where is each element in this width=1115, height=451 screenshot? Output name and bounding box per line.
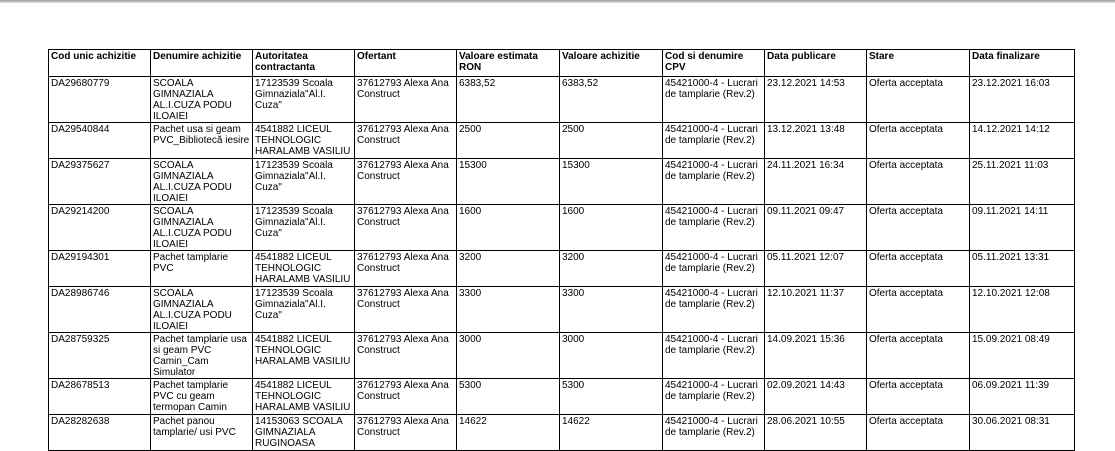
table-body: [49, 77, 1075, 451]
cod-unic-cell: DA28282638: [49, 415, 151, 451]
ofertant-cell: 37612793 Alexa Ana Construct: [355, 379, 457, 415]
cod-unic-cell: DA29540844: [49, 123, 151, 159]
valoare-estimata-cell: 6383,52: [457, 77, 560, 123]
autoritate-cell: 17123539 Scoala Gimnaziala"Al.I. Cuza": [253, 287, 355, 333]
cpv-cell: 45421000-4 - Lucrari de tamplarie (Rev.2): [663, 159, 765, 205]
cpv-cell: 45421000-4 - Lucrari de tamplarie (Rev.2): [663, 123, 765, 159]
autoritate-cell: 4541882 LICEUL TEHNOLOGIC HARALAMB VASILIU: [253, 333, 355, 379]
stare-cell: Oferta acceptata: [867, 379, 970, 415]
table-row: [49, 287, 1075, 333]
data-finalizare-cell: 06.09.2021 11:39: [970, 379, 1075, 415]
table-row: [49, 205, 1075, 251]
valoare-estimata-cell: 15300: [457, 159, 560, 205]
data-publicare-cell: 23.12.2021 14:53: [765, 77, 867, 123]
data-publicare-cell: 09.11.2021 09:47: [765, 205, 867, 251]
valoare-achizitie-cell: 3200: [560, 251, 663, 287]
data-finalizare-cell: 30.06.2021 08:31: [970, 415, 1075, 451]
stare-cell: Oferta acceptata: [867, 287, 970, 333]
ofertant-cell: 37612793 Alexa Ana Construct: [355, 123, 457, 159]
table-row: [49, 333, 1075, 379]
header-col-autoritate: Autoritatea contractanta: [253, 50, 355, 77]
stare-cell: Oferta acceptata: [867, 123, 970, 159]
header-col-data-finalizare: Data finalizare: [970, 50, 1075, 77]
denumire-cell: Pachet usa si geam PVC_Bibliotecă iesire: [151, 123, 253, 159]
valoare-achizitie-cell: 6383,52: [560, 77, 663, 123]
valoare-estimata-cell: 2500: [457, 123, 560, 159]
valoare-estimata-cell: 3200: [457, 251, 560, 287]
cpv-cell: 45421000-4 - Lucrari de tamplarie (Rev.2): [663, 205, 765, 251]
denumire-cell: SCOALA GIMNAZIALA AL.I.CUZA PODU ILOAIEI: [151, 287, 253, 333]
stare-cell: Oferta acceptata: [867, 77, 970, 123]
denumire-cell: SCOALA GIMNAZIALA AL.I.CUZA PODU ILOAIEI: [151, 77, 253, 123]
cod-unic-cell: DA29214200: [49, 205, 151, 251]
cpv-cell: 45421000-4 - Lucrari de tamplarie (Rev.2): [663, 77, 765, 123]
cod-unic-cell: DA28678513: [49, 379, 151, 415]
valoare-estimata-cell: 14622: [457, 415, 560, 451]
data-publicare-cell: 02.09.2021 14:43: [765, 379, 867, 415]
cpv-cell: 45421000-4 - Lucrari de tamplarie (Rev.2): [663, 333, 765, 379]
data-finalizare-cell: 15.09.2021 08:49: [970, 333, 1075, 379]
table-row: [49, 159, 1075, 205]
cod-unic-cell: DA29194301: [49, 251, 151, 287]
header-col-valoare-estimata: Valoare estimata RON: [457, 50, 560, 77]
data-publicare-cell: 14.09.2021 15:36: [765, 333, 867, 379]
stare-cell: Oferta acceptata: [867, 251, 970, 287]
valoare-achizitie-cell: 14622: [560, 415, 663, 451]
data-publicare-cell: 05.11.2021 12:07: [765, 251, 867, 287]
ofertant-cell: 37612793 Alexa Ana Construct: [355, 415, 457, 451]
header-col-data-publicare: Data publicare: [765, 50, 867, 77]
table-row: [49, 379, 1075, 415]
page-top-edge: [0, 0, 1115, 3]
ofertant-cell: 37612793 Alexa Ana Construct: [355, 77, 457, 123]
valoare-achizitie-cell: 3000: [560, 333, 663, 379]
cpv-cell: 45421000-4 - Lucrari de tamplarie (Rev.2): [663, 251, 765, 287]
table-row: [49, 77, 1075, 123]
stare-cell: Oferta acceptata: [867, 159, 970, 205]
valoare-estimata-cell: 3300: [457, 287, 560, 333]
ofertant-cell: 37612793 Alexa Ana Construct: [355, 205, 457, 251]
autoritate-cell: 4541882 LICEUL TEHNOLOGIC HARALAMB VASILIU: [253, 251, 355, 287]
cod-unic-cell: DA29375627: [49, 159, 151, 205]
header-col-cod-unic: Cod unic achizitie: [49, 50, 151, 77]
stare-cell: Oferta acceptata: [867, 333, 970, 379]
autoritate-cell: 17123539 Scoala Gimnaziala"Al.I. Cuza": [253, 205, 355, 251]
data-publicare-cell: 12.10.2021 11:37: [765, 287, 867, 333]
data-finalizare-cell: 09.11.2021 14:11: [970, 205, 1075, 251]
valoare-achizitie-cell: 2500: [560, 123, 663, 159]
data-finalizare-cell: 12.10.2021 12:08: [970, 287, 1075, 333]
valoare-achizitie-cell: 1600: [560, 205, 663, 251]
table-row: [49, 415, 1075, 451]
valoare-achizitie-cell: 15300: [560, 159, 663, 205]
autoritate-cell: 14153063 SCOALA GIMNAZIALA RUGINOASA: [253, 415, 355, 451]
header-col-valoare-achizitie: Valoare achizitie: [560, 50, 663, 77]
header-col-ofertant: Ofertant: [355, 50, 457, 77]
autoritate-cell: 4541882 LICEUL TEHNOLOGIC HARALAMB VASILIU: [253, 379, 355, 415]
header-col-denumire: Denumire achizitie: [151, 50, 253, 77]
data-publicare-cell: 24.11.2021 16:34: [765, 159, 867, 205]
denumire-cell: SCOALA GIMNAZIALA AL.I.CUZA PODU ILOAIEI: [151, 205, 253, 251]
table-row: [49, 251, 1075, 287]
cpv-cell: 45421000-4 - Lucrari de tamplarie (Rev.2): [663, 379, 765, 415]
valoare-estimata-cell: 3000: [457, 333, 560, 379]
valoare-achizitie-cell: 3300: [560, 287, 663, 333]
autoritate-cell: 17123539 Scoala Gimnaziala"Al.I. Cuza": [253, 77, 355, 123]
denumire-cell: Pachet panou tamplarie/ usi PVC: [151, 415, 253, 451]
ofertant-cell: 37612793 Alexa Ana Construct: [355, 333, 457, 379]
stare-cell: Oferta acceptata: [867, 415, 970, 451]
data-finalizare-cell: 23.12.2021 16:03: [970, 77, 1075, 123]
stare-cell: Oferta acceptata: [867, 205, 970, 251]
data-finalizare-cell: 25.11.2021 11:03: [970, 159, 1075, 205]
cod-unic-cell: DA28759325: [49, 333, 151, 379]
autoritate-cell: 17123539 Scoala Gimnaziala"Al.I. Cuza": [253, 159, 355, 205]
ofertant-cell: 37612793 Alexa Ana Construct: [355, 251, 457, 287]
table-row: [49, 123, 1075, 159]
cod-unic-cell: DA28986746: [49, 287, 151, 333]
denumire-cell: Pachet tamplarie PVC: [151, 251, 253, 287]
valoare-estimata-cell: 1600: [457, 205, 560, 251]
denumire-cell: Pachet tamplarie PVC cu geam termopan Camin: [151, 379, 253, 415]
autoritate-cell: 4541882 LICEUL TEHNOLOGIC HARALAMB VASILIU: [253, 123, 355, 159]
cod-unic-cell: DA29680779: [49, 77, 151, 123]
ofertant-cell: 37612793 Alexa Ana Construct: [355, 287, 457, 333]
ofertant-cell: 37612793 Alexa Ana Construct: [355, 159, 457, 205]
data-finalizare-cell: 14.12.2021 14:12: [970, 123, 1075, 159]
header-col-cpv: Cod si denumire CPV: [663, 50, 765, 77]
denumire-cell: SCOALA GIMNAZIALA AL.I.CUZA PODU ILOAIEI: [151, 159, 253, 205]
cpv-cell: 45421000-4 - Lucrari de tamplarie (Rev.2): [663, 415, 765, 451]
data-publicare-cell: 28.06.2021 10:55: [765, 415, 867, 451]
valoare-achizitie-cell: 5300: [560, 379, 663, 415]
denumire-cell: Pachet tamplarie usa si geam PVC Camin_Cam Simulator: [151, 333, 253, 379]
cpv-cell: 45421000-4 - Lucrari de tamplarie (Rev.2): [663, 287, 765, 333]
procurement-table: [48, 49, 1075, 451]
valoare-estimata-cell: 5300: [457, 379, 560, 415]
header-col-stare: Stare: [867, 50, 970, 77]
data-finalizare-cell: 05.11.2021 13:31: [970, 251, 1075, 287]
table-header-row: [49, 50, 1075, 77]
data-publicare-cell: 13.12.2021 13:48: [765, 123, 867, 159]
